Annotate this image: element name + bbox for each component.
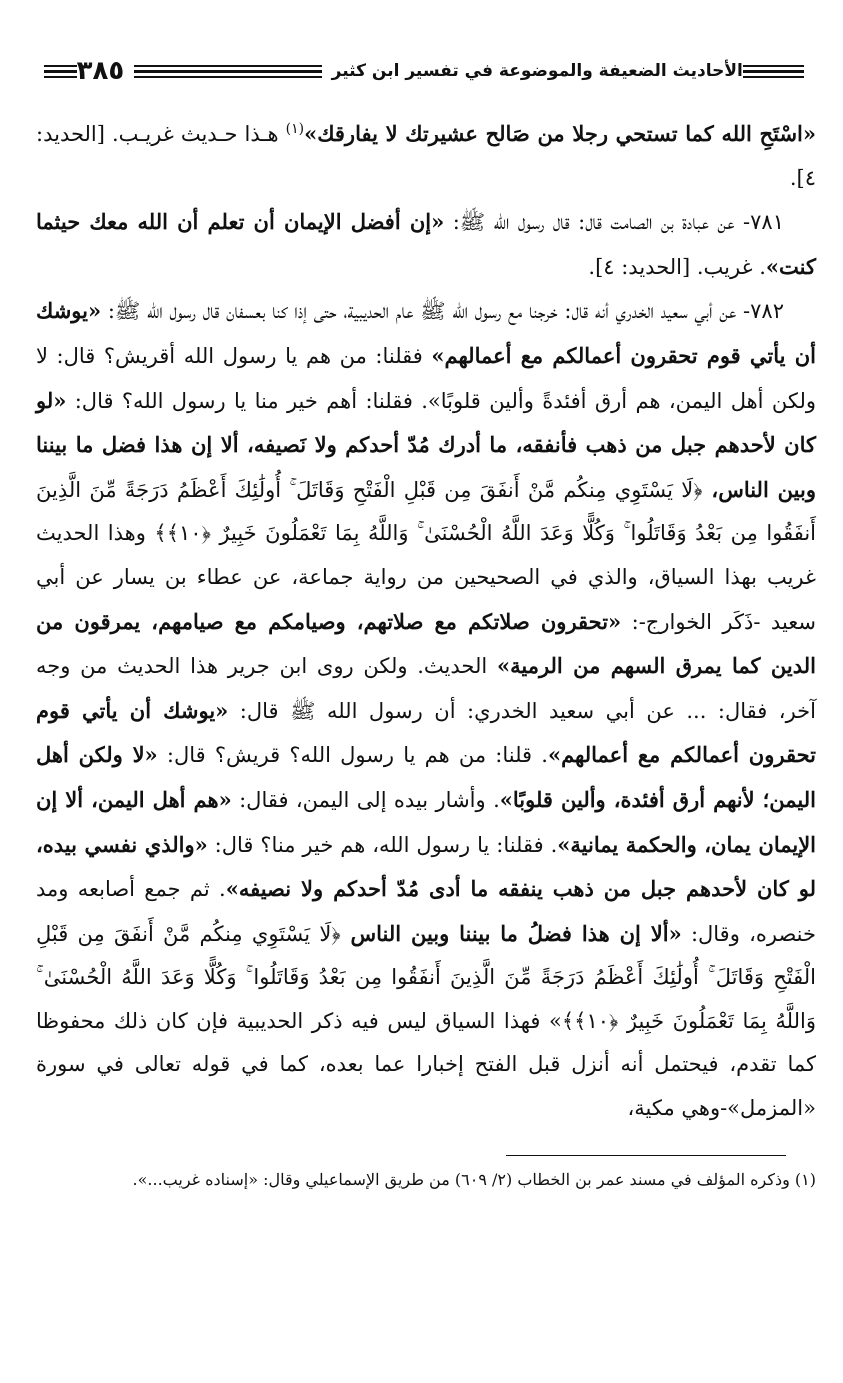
running-header — [36, 40, 816, 102]
text-run: وهذا الحديث غريب بهذا السياق، والذي في الصحيحين من رواية جماعة، عن عطاء بن يسار عن أبي سعيد -ذَكَر الخوارج-: — [36, 521, 817, 634]
quran-verse: ﴿لَا يَسْتَوِي مِنكُم مَّنْ أَنفَقَ مِن قَبْلِ الْفَتْحِ وَقَاتَلَ ۚ أُولَٰئِكَ أَعْظَمُ دَرَجَةً مِّنَ الَّذِينَ أَنفَقُوا مِن بَعْدُ وَقَاتَلُوا ۚ وَكُلًّا وَعَدَ اللَّهُ الْحُسْنَىٰ ۚ وَاللَّهُ بِمَا تَعْمَلُونَ خَبِيرٌ ﴿١٠﴾﴾» — [36, 921, 816, 1033]
hadith-quote: «لا ولكن أهل اليمن؛ لأنهم أرق أفئدة، وألين قلوبًا» — [36, 742, 816, 812]
header-ornament-middle — [134, 65, 321, 78]
text-run: ٧٨٢- عن أبي سعيد الخدري أنه قال: خرجنا مع رسول الله ﷺ عام الحديبية، حتى إذا كنا بعسفان قال رسول الله ﷺ: — [101, 299, 784, 324]
hadith-quote: «يوشك أن يأتي قوم تحقرون أعمالكم مع أعمالهم» — [36, 697, 816, 768]
page-number: ٣٨٥ — [76, 56, 125, 86]
text-run: . فقلنا: يا رسول الله، هم خير منا؟ قال: — [207, 832, 558, 857]
text-run: . ثم جمع أصابعه ومد خنصره، وقال: — [36, 877, 816, 946]
footnote: (١) وذكره المؤلف في مسند عمر بن الخطاب (٢/ ٦٠٩) من طريق الإسماعيلي وقال: «إسناده غريب...». — [132, 1169, 816, 1189]
text-run: هـذا حـديث غريـب. [الحديد: ٤]. — [36, 122, 816, 190]
hadith-quote: «لو كان لأحدهم جبل من ذهب فأنفقه، ما أدرك مُدّ أحدكم ولا نَصيفه، ألا إن هذا فضل ما بيننا وبين الناس، — [36, 387, 816, 502]
hadith-quote: «والذي نفسي بيده، لو كان لأحدهم جبل من ذهب ينفقه ما أدى مُدّ أحدكم ولا نصيفه» — [36, 831, 816, 902]
main-text — [36, 108, 816, 1131]
book-page — [36, 40, 816, 1194]
footnote-divider — [506, 1155, 786, 1156]
quran-verse: ﴿لَا يَسْتَوِي مِنكُم مَّنْ أَنفَقَ مِن قَبْلِ الْفَتْحِ وَقَاتَلَ ۚ أُولَٰئِكَ أَعْظَمُ دَرَجَةً مِّنَ الَّذِينَ أَنفَقُوا مِن بَعْدُ وَقَاتَلُوا ۚ وَكُلًّا وَعَدَ اللَّهُ الْحُسْنَىٰ ۚ وَاللَّهُ بِمَا تَعْمَلُونَ خَبِيرٌ ﴿١٠﴾﴾ — [36, 477, 816, 546]
text-run: فقلنا: من هم يا رسول الله أقريش؟ قال: لا ولكن أهل اليمن، هم أرق أفئدةً وألين قلوبًا». فقلنا: أهم خير منا يا رسول الله؟ قال: — [36, 343, 816, 413]
hadith-quote: «هم أهل اليمن، ألا إن الإيمان يمان، والحكمة يمانية» — [36, 786, 817, 857]
header-ornament-right — [743, 65, 804, 78]
text-run: فهذا السياق ليس فيه ذكر الحديبية فإن كان ذلك محفوظا كما تقدم، فيحتمل أنه أنزل قبل الفتح إخبارا عما بعده، كما في قوله تعالى في سورة «المزمل»-وهي مكية، — [36, 1008, 816, 1121]
text-run: ٧٨١- عن عبادة بن الصامت قال: قال رسول الله ﷺ: — [444, 210, 784, 235]
hadith-quote: «يوشك أن يأتي قوم تحقرون أعمالكم مع أعمالهم» — [36, 298, 816, 368]
text-run: الحديث. ولكن روى ابن جرير هذا الحديث من وجه آخر، فقال: ... عن أبي سعيد الخدري: أن رسول الله ﷺ قال: — [36, 654, 816, 723]
text-run: . قلنا: من هم يا رسول الله؟ قريش؟ قال: — [157, 743, 548, 768]
running-title: الأحاديث الضعيفة والموضوعة في تفسير ابن كثير — [331, 61, 743, 81]
paragraph-hadith-781 — [36, 200, 816, 289]
paragraph-continuation — [36, 108, 816, 200]
paragraph-hadith-782 — [36, 289, 816, 1130]
header-ornament-left — [44, 65, 77, 78]
hadith-quote: «تحقرون صلاتكم مع صلاتهم، وصيامكم مع صيامهم، يمرقون من الدين كما يمرق السهم من الرمية» — [36, 608, 816, 679]
hadith-quote: «اسْتَحِ الله كما تستحي رجلا من صَالح عشيرتك لا يفارقك» — [304, 121, 816, 146]
hadith-quote: «ألا إن هذا فضلُ ما بيننا وبين الناس — [340, 920, 682, 946]
footnote-marker: (١) — [285, 121, 305, 137]
text-run: . غريب. [الحديد: ٤]. — [588, 254, 766, 279]
text-run: . وأشار بيده إلى اليمن، فقال: — [231, 787, 500, 812]
hadith-quote: «إن أفضل الإيمان أن تعلم أن الله معك حيثما كنت» — [36, 209, 816, 279]
